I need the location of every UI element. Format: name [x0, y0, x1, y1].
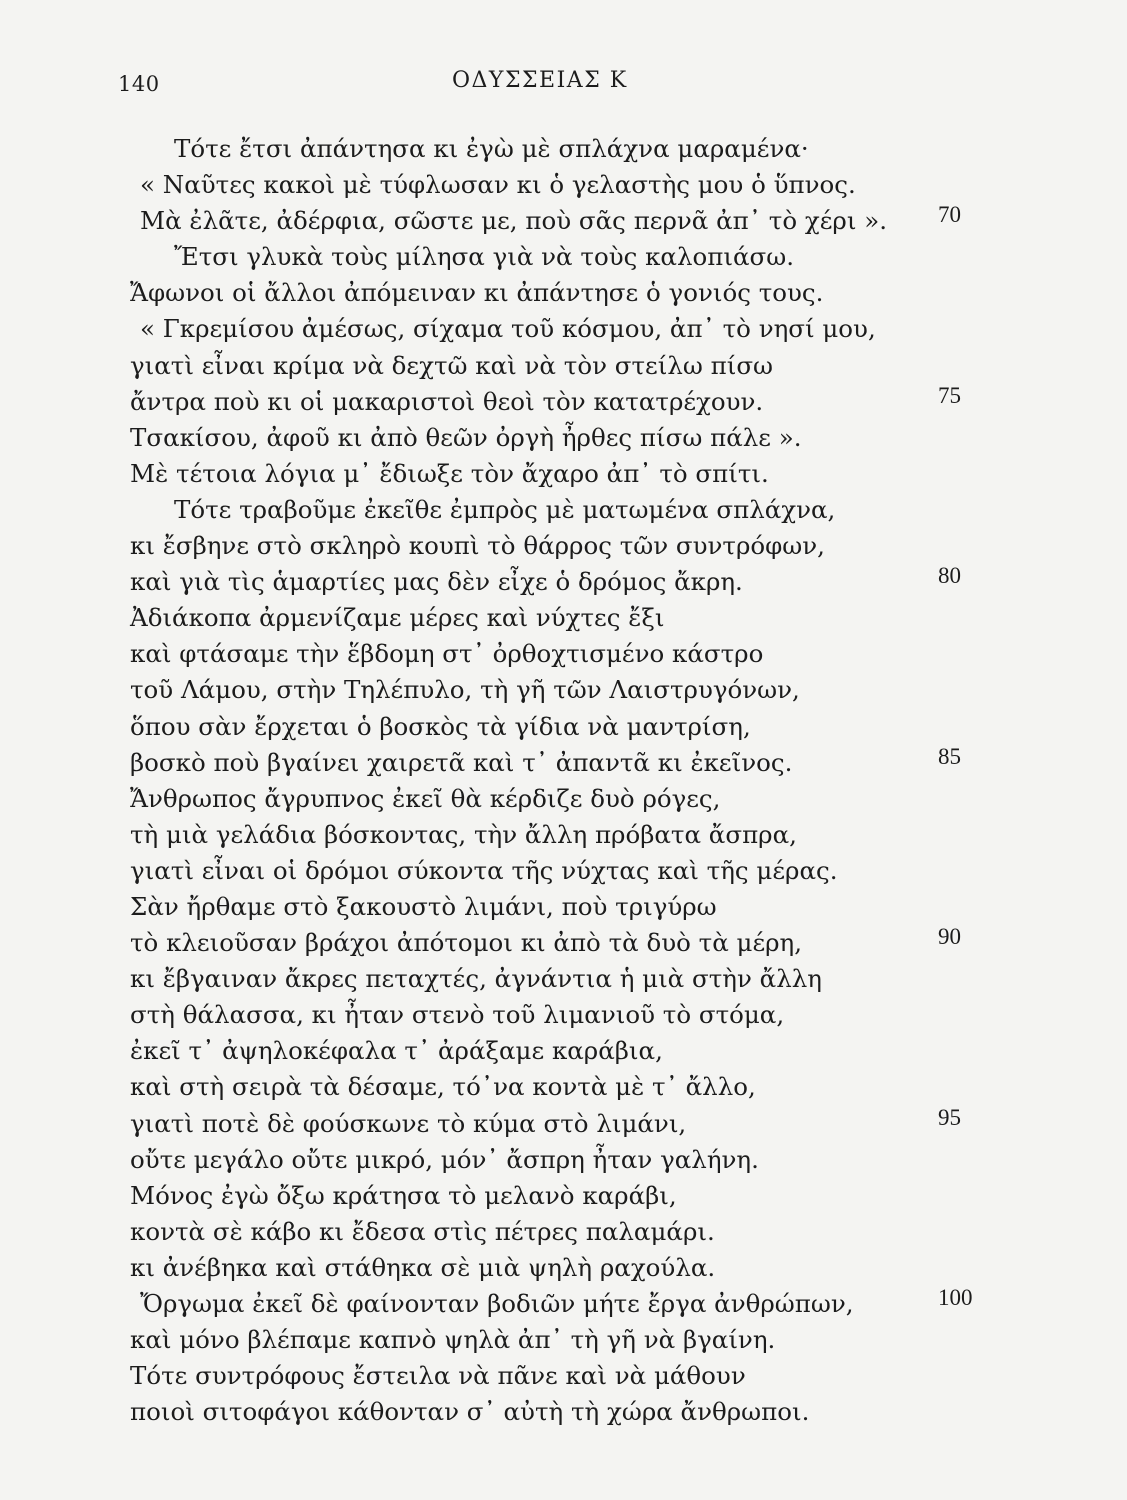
- verse-line: [130, 1286, 1000, 1322]
- verse-text: Τότε συντρόφους ἔστειλα νὰ πᾶνε καὶ νὰ μάθουν: [130, 1361, 746, 1391]
- verse-text: τοῦ Λάμου, στὴν Τηλέπυλο, τὴ γῆ τῶν Λαιστρυγόνων,: [130, 675, 800, 705]
- line-number: 100: [938, 1285, 973, 1310]
- verse-line: [130, 709, 1000, 745]
- verse-text: τὸ κλειοῦσαν βράχοι ἀπότομοι κι ἀπὸ τὰ δυὸ τὰ μέρη,: [130, 928, 803, 958]
- verse-text: Τότε τραβοῦμε ἐκεῖθε ἐμπρὸς μὲ ματωμένα σπλάχνα,: [174, 494, 836, 524]
- verse-text: οὔτε μεγάλο οὔτε μικρό, μόν᾿ ἄσπρη ἦταν γαλήνη.: [130, 1144, 759, 1174]
- verse-text: καὶ μόνο βλέπαμε καπνὸ ψηλὰ ἀπ᾿ τὴ γῆ νὰ βγαίνη.: [130, 1325, 776, 1355]
- verse-line: [130, 600, 1000, 636]
- verse-line: [130, 1214, 1000, 1250]
- verse-text: « Ναῦτες κακοὶ μὲ τύφλωσαν κι ὁ γελαστὴς μου ὁ ὕπνος.: [140, 170, 856, 200]
- verse-line: [130, 961, 1000, 997]
- verse-line: [130, 348, 1000, 384]
- poem-text: [130, 131, 1000, 1430]
- verse-line: [130, 456, 1000, 492]
- verse-line: [130, 1178, 1000, 1214]
- verse-line: [130, 528, 1000, 564]
- verse-text: Ἄφωνοι οἱ ἄλλοι ἀπόμειναν κι ἀπάντησε ὁ γονιός τους.: [130, 278, 824, 308]
- verse-text: βοσκὸ ποὺ βγαίνει χαιρετᾶ καὶ τ᾿ ἀπαντᾶ κι ἐκεῖνος.: [130, 747, 793, 777]
- verse-text: ποιοὶ σιτοφάγοι κάθονταν σ᾿ αὐτὴ τὴ χώρα ἄνθρωποι.: [130, 1397, 810, 1427]
- verse-line: [130, 203, 1000, 239]
- verse-text: γιατὶ εἶναι κρίμα νὰ δεχτῶ καὶ νὰ τὸν στείλω πίσω: [130, 350, 774, 380]
- verse-text: κι ἔσβηνε στὸ σκληρὸ κουπὶ τὸ θάρρος τῶν συντρόφων,: [130, 531, 825, 561]
- verse-text: στὴ θάλασσα, κι ἦταν στενὸ τοῦ λιμανιοῦ τὸ στόμα,: [130, 1000, 785, 1030]
- line-number: 85: [938, 743, 961, 769]
- verse-text: Ἄνθρωπος ἄγρυπνος ἐκεῖ θὰ κέρδιζε δυὸ ρόγες,: [130, 783, 721, 813]
- verse-line: [130, 131, 1000, 167]
- verse-text: γιατὶ εἶναι οἱ δρόμοι σύκοντα τῆς νύχτας καὶ τῆς μέρας.: [130, 855, 838, 885]
- verse-text: κι ἀνέβηκα καὶ στάθηκα σὲ μιὰ ψηλὴ ραχούλα.: [130, 1252, 716, 1282]
- verse-line: [130, 925, 1000, 961]
- verse-line: [130, 997, 1000, 1033]
- line-number: 75: [938, 382, 961, 408]
- verse-line: [130, 239, 1000, 275]
- verse-text: καὶ φτάσαμε τὴν ἕβδομη στ᾿ ὀρθοχτισμένο κάστρο: [130, 639, 764, 669]
- verse-text: ἄντρα ποὺ κι οἱ μακαριστοὶ θεοὶ τὸν κατατρέχουν.: [130, 386, 764, 416]
- verse-line: [130, 275, 1000, 311]
- verse-text: Σὰν ἤρθαμε στὸ ξακουστὸ λιμάνι, ποὺ τριγύρω: [130, 891, 717, 921]
- line-number: 80: [938, 563, 961, 589]
- verse-text: ἐκεῖ τ᾿ ἀψηλοκέφαλα τ᾿ ἀράξαμε καράβια,: [130, 1036, 663, 1066]
- verse-line: [130, 564, 1000, 600]
- verse-text: Ἔτσι γλυκὰ τοὺς μίλησα γιὰ νὰ τοὺς καλοπιάσω.: [174, 242, 794, 272]
- verse-line: [130, 311, 1000, 347]
- verse-text: Μόνος ἐγὼ ὄξω κράτησα τὸ μελανὸ καράβι,: [130, 1180, 677, 1210]
- running-head: ΟΔΥΣΣΕΙΑΣ Κ: [452, 68, 628, 93]
- verse-line: [130, 420, 1000, 456]
- line-number: 90: [938, 924, 961, 950]
- verse-text: Μὰ ἐλᾶτε, ἀδέρφια, σῶστε με, ποὺ σᾶς περνᾶ ἀπ᾿ τὸ χέρι ».: [140, 206, 888, 236]
- verse-text: καὶ στὴ σειρὰ τὰ δέσαμε, τό᾿να κοντὰ μὲ τ᾿ ἄλλο,: [130, 1072, 756, 1102]
- verse-line: [130, 889, 1000, 925]
- verse-line: [130, 853, 1000, 889]
- verse-text: γιατὶ ποτὲ δὲ φούσκωνε τὸ κύμα στὸ λιμάνι,: [130, 1108, 687, 1138]
- verse-text: κοντὰ σὲ κάβο κι ἔδεσα στὶς πέτρες παλαμάρι.: [130, 1216, 715, 1246]
- verse-text: καὶ γιὰ τὶς ἁμαρτίες μας δὲν εἶχε ὁ δρόμος ἄκρη.: [130, 567, 743, 597]
- verse-text: ὅπου σὰν ἔρχεται ὁ βοσκὸς τὰ γίδια νὰ μαντρίση,: [130, 711, 751, 741]
- verse-line: [130, 1358, 1000, 1394]
- verse-line: [130, 1069, 1000, 1105]
- verse-text: Ὄργωμα ἐκεῖ δὲ φαίνονταν βοδιῶν μήτε ἔργα ἀνθρώπων,: [140, 1289, 854, 1318]
- verse-line: [130, 492, 1000, 528]
- verse-text: Τότε ἔτσι ἀπάντησα κι ἐγὼ μὲ σπλάχνα μαραμένα·: [174, 134, 809, 163]
- verse-text: Ἀδιάκοπα ἀρμενίζαμε μέρες καὶ νύχτες ἔξι: [130, 603, 665, 633]
- line-number: 70: [938, 202, 961, 228]
- verse-line: [130, 384, 1000, 420]
- verse-line: [130, 1250, 1000, 1286]
- page-number: 140: [118, 72, 160, 96]
- verse-text: τὴ μιὰ γελάδια βόσκοντας, τὴν ἄλλη πρόβατα ἄσπρα,: [130, 819, 797, 849]
- verse-line: [130, 167, 1000, 203]
- verse-line: [130, 636, 1000, 672]
- line-number: 95: [938, 1104, 961, 1130]
- verse-line: [130, 817, 1000, 853]
- verse-line: [130, 1394, 1000, 1430]
- verse-line: [130, 781, 1000, 817]
- verse-text: Τσακίσου, ἀφοῦ κι ἀπὸ θεῶν ὀργὴ ἦρθες πίσω πάλε ».: [130, 422, 802, 452]
- verse-text: Μὲ τέτοια λόγια μ᾿ ἔδιωξε τὸν ἄχαρο ἀπ᾿ τὸ σπίτι.: [130, 458, 769, 488]
- verse-line: [130, 672, 1000, 708]
- verse-text: κι ἔβγαιναν ἄκρες πεταχτές, ἀγνάντια ἡ μιὰ στὴν ἄλλη: [130, 964, 822, 994]
- verse-line: [130, 1322, 1000, 1358]
- verse-line: [130, 1142, 1000, 1178]
- verse-line: [130, 1033, 1000, 1069]
- verse-text: « Γκρεμίσου ἀμέσως, σίχαμα τοῦ κόσμου, ἀπ᾿ τὸ νησί μου,: [140, 314, 876, 344]
- verse-line: [130, 745, 1000, 781]
- verse-line: [130, 1106, 1000, 1142]
